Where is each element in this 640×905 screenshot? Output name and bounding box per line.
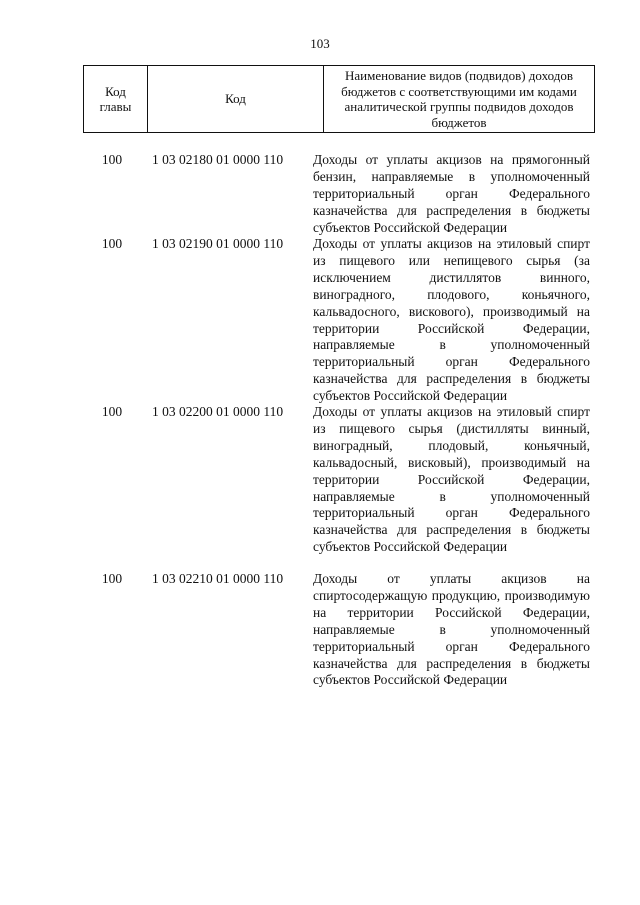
revenue-description: Доходы от уплаты акцизов на этиловый спирт из пищевого или непищевого сырья (за исключением дистиллятов винного, виноградного, плодового, коньячного, кальвадосного, вискового), производимый на территории Российской Федерации, направляемые в уполномоченный территориальный орган Федерального казначейства для распределения в бюджеты субъектов Российской Федерации: [313, 236, 590, 404]
revenue-code: 1 03 02210 01 0000 110: [152, 571, 284, 586]
chapter-code: 100: [101, 571, 123, 586]
revenue-code: 1 03 02200 01 0000 110: [152, 404, 284, 419]
header-code: Код: [148, 66, 324, 133]
chapter-code: 100: [101, 404, 123, 419]
table-header: [83, 65, 595, 133]
chapter-code: 100: [101, 152, 123, 167]
header-chapter-code: Код главы: [84, 66, 148, 133]
header-name: Наименование видов (подвидов) доходов бюджетов с соответствующими им кодами аналитической группы подвидов доходов бюджетов: [324, 66, 595, 133]
chapter-code: 100: [101, 236, 123, 251]
page-number: 103: [310, 36, 330, 51]
revenue-code: 1 03 02180 01 0000 110: [152, 152, 284, 167]
revenue-description: Доходы от уплаты акцизов на прямогонный бензин, направляемые в уполномоченный территориальный орган Федерального казначейства для распределения в бюджеты субъектов Российской Федерации: [313, 152, 590, 235]
table-header-row: [84, 66, 595, 133]
revenue-description: Доходы от уплаты акцизов на спиртосодержащую продукцию, производимую на территории Российской Федерации, направляемые в уполномоченный территориальный орган Федерального казначейства для распределения в бюджеты субъектов Российской Федерации: [313, 571, 590, 688]
revenue-description: Доходы от уплаты акцизов на этиловый спирт из пищевого сырья (дистилляты винный, виноградный, плодовый, коньячный, кальвадосный, висковый), производимый на территории Российской Федерации, направляемые в уполномоченный территориальный орган Федерального казначейства для распределения в бюджеты субъектов Российской Федерации: [313, 404, 590, 555]
revenue-code: 1 03 02190 01 0000 110: [152, 236, 284, 251]
